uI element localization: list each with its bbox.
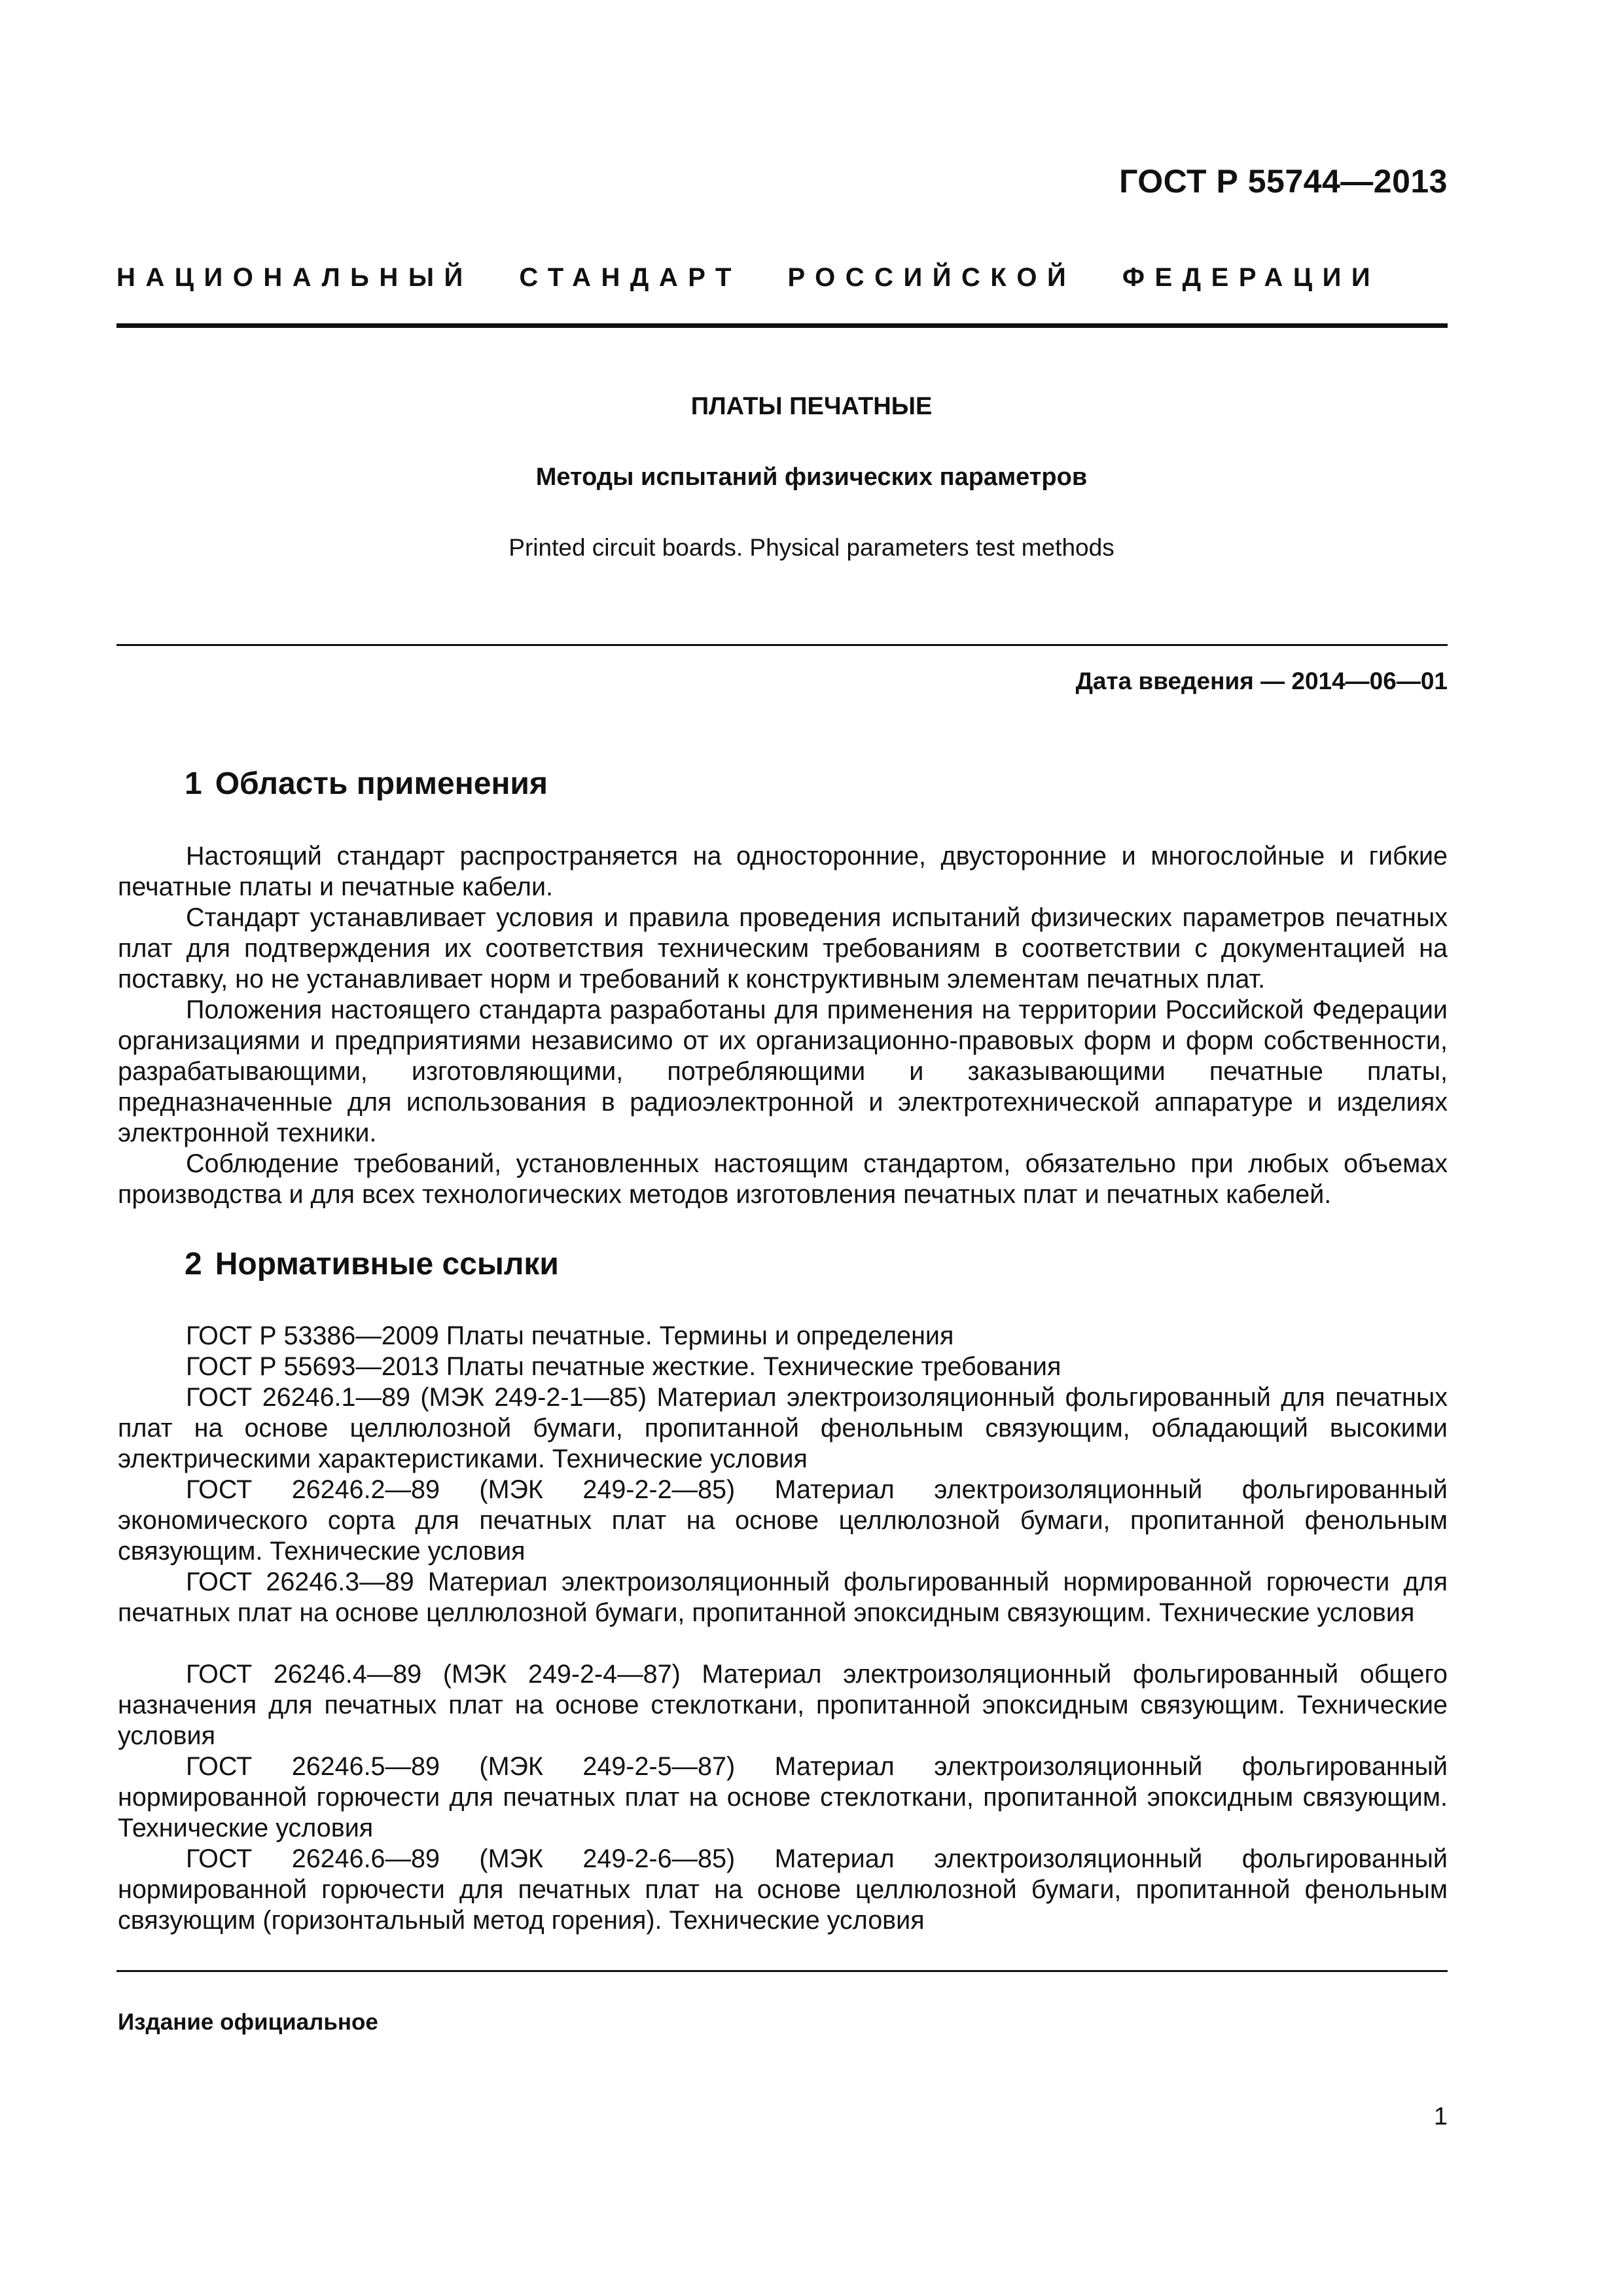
footer-divider	[116, 1970, 1448, 1972]
reference-item: ГОСТ 26246.2—89 (МЭК 249-2-2—85) Материал электроизоляционный фольгированный экономического сорта для печатных плат на основе целлюлозной бумаги, пропитанной фенольным связующим. Технические условия	[118, 1475, 1448, 1566]
section-title: Область применения	[215, 766, 548, 801]
section-number: 2	[185, 1247, 202, 1282]
title-divider	[116, 644, 1448, 646]
page-number: 1	[1433, 2103, 1448, 2130]
paragraph: Положения настоящего стандарта разработаны для применения на территории Российской Федерации организациями и предприятиями независимо от их организационно-правовых форм и форм собственности, разрабатывающими, изготовляющими, потребляющими и заказывающими печатные платы, предназначенные для использования в радиоэлектронной и электротехнической аппаратуре и изделиях электронной техники.	[118, 996, 1448, 1147]
document-title-english: Printed circuit boards. Physical parameters test methods	[508, 534, 1115, 561]
section-number: 1	[185, 766, 202, 801]
reference-item: ГОСТ Р 53386—2009 Платы печатные. Термины и определения	[186, 1321, 954, 1350]
national-standard-title: НАЦИОНАЛЬНЫЙ СТАНДАРТ РОССИЙСКОЙ ФЕДЕРАЦИИ	[116, 263, 1381, 292]
official-edition-label: Издание официальное	[118, 2009, 378, 2035]
paragraph: Стандарт устанавливает условия и правила проведения испытаний физических параметров печатных плат для подтверждения их соответствия техническим требованиям в соответствии с документацией на поставку, но не устанавливает норм и требований к конструктивным элементам печатных плат.	[118, 903, 1448, 994]
header-divider	[116, 323, 1448, 328]
document-title: ПЛАТЫ ПЕЧАТНЫЕ	[690, 393, 933, 420]
paragraph: Соблюдение требований, установленных настоящим стандартом, обязательно при любых объемах производства и для всех технологических методов изготовления печатных плат и печатных кабелей.	[118, 1149, 1448, 1209]
reference-item: ГОСТ 26246.5—89 (МЭК 249-2-5—87) Материал электроизоляционный фольгированный нормированной горючести для печатных плат на основе стеклоткани, пропитанной эпоксидным связующим. Технические условия	[118, 1752, 1448, 1842]
paragraph: Настоящий стандарт распространяется на односторонние, двусторонние и многослойные и гибкие печатные платы и печатные кабели.	[118, 842, 1448, 901]
reference-item: ГОСТ 26246.3—89 Материал электроизоляционный фольгированный нормированной горючести для печатных плат на основе целлюлозной бумаги, пропитанной эпоксидным связующим. Технические условия	[118, 1568, 1448, 1627]
introduction-date: Дата введения — 2014—06—01	[1075, 668, 1448, 694]
document-number: ГОСТ Р 55744—2013	[1119, 163, 1448, 200]
section-title: Нормативные ссылки	[215, 1247, 559, 1282]
reference-item: ГОСТ 26246.6—89 (МЭК 249-2-6—85) Материал электроизоляционный фольгированный нормированной горючести для печатных плат на основе целлюлозной бумаги, пропитанной фенольным связующим (горизонтальный метод горения). Технические условия	[118, 1844, 1448, 1935]
section-heading-normative-references	[185, 1246, 559, 1282]
section-heading-scope	[185, 766, 548, 802]
reference-item: ГОСТ 26246.4—89 (МЭК 249-2-4—87) Материал электроизоляционный фольгированный общего назначения для печатных плат на основе стеклоткани, пропитанной эпоксидным связующим. Технические условия	[118, 1660, 1448, 1750]
reference-item: ГОСТ 26246.1—89 (МЭК 249-2-1—85) Материал электроизоляционный фольгированный для печатных плат на основе целлюлозной бумаги, пропитанной фенольным связующим, обладающий высокими электрическими характеристиками. Технические условия	[118, 1383, 1448, 1473]
reference-item: ГОСТ Р 55693—2013 Платы печатные жесткие. Технические требования	[186, 1352, 1061, 1381]
document-subtitle: Методы испытаний физических параметров	[535, 463, 1088, 491]
